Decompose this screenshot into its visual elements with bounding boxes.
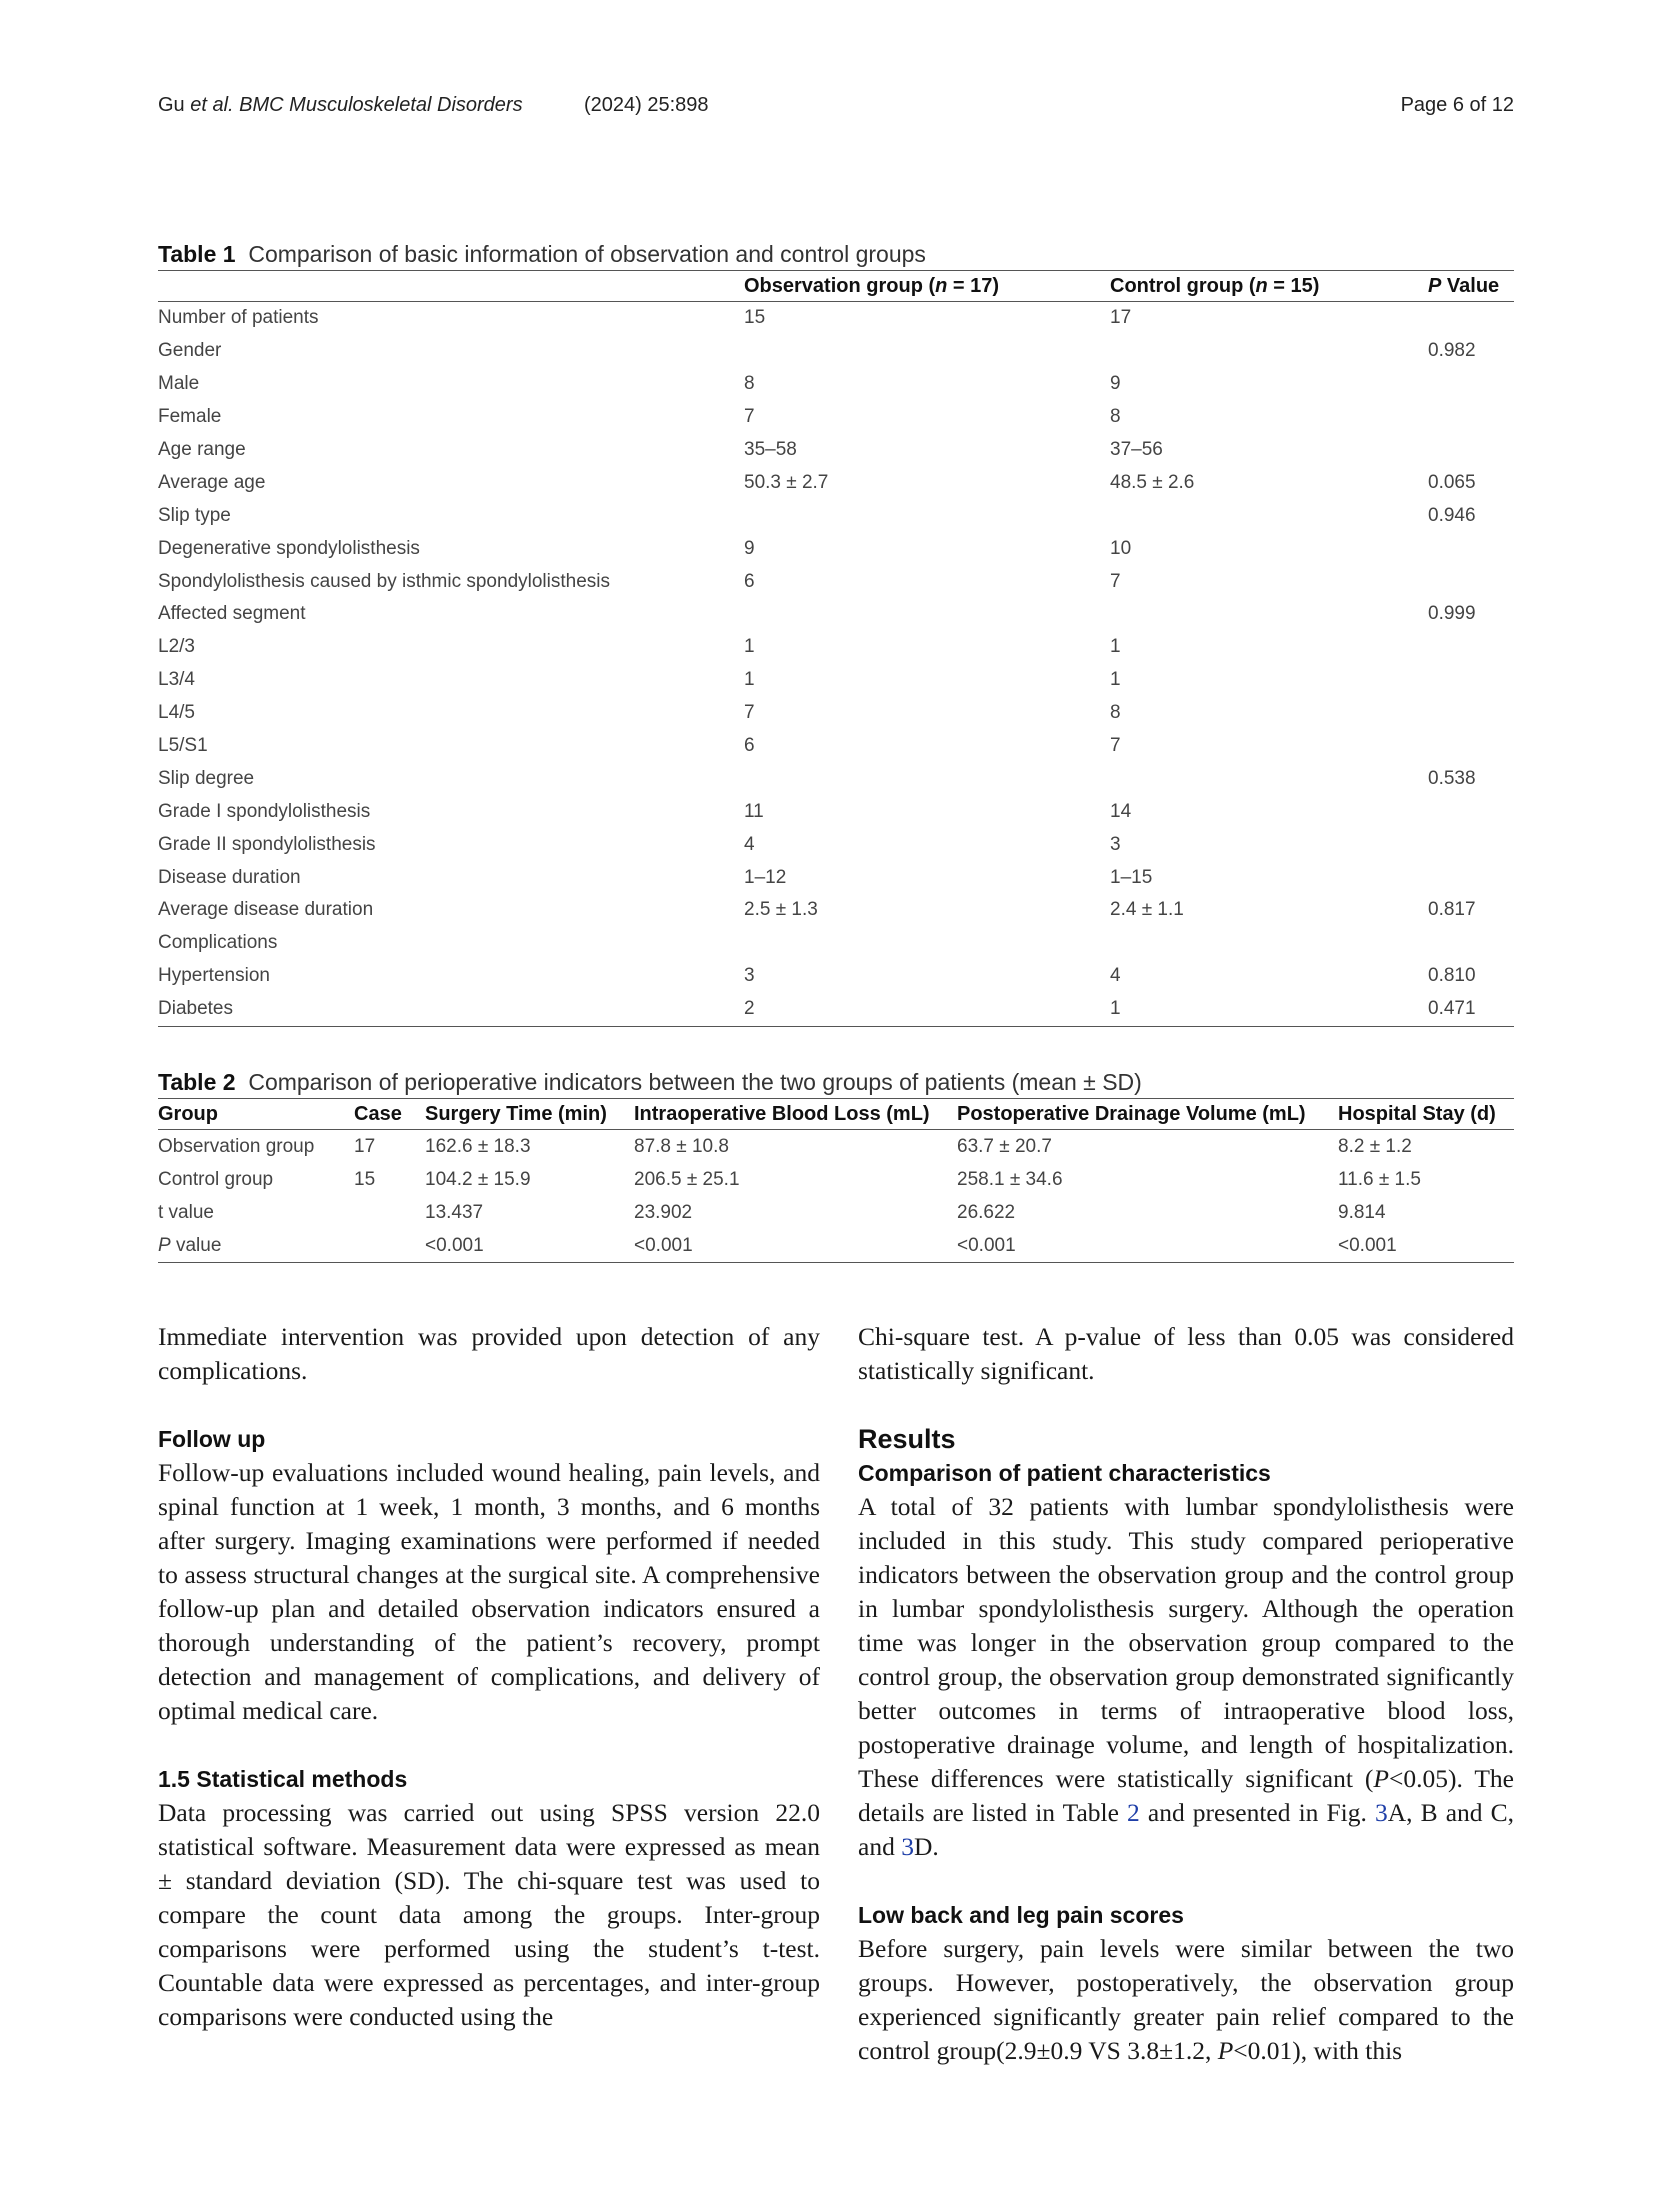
heading-follow-up: Follow up bbox=[158, 1426, 266, 1452]
table-1-cell: Gender bbox=[158, 340, 222, 362]
table-1-cell bbox=[744, 499, 1110, 532]
table-1-cell bbox=[1428, 730, 1514, 763]
table-row bbox=[158, 1196, 1514, 1229]
table-1-cell: 9 bbox=[744, 537, 755, 559]
table-1-cell: 1 bbox=[744, 636, 755, 658]
table-1-cell: 0.817 bbox=[1428, 899, 1476, 921]
table-1-cell: 11 bbox=[744, 800, 764, 822]
table-2-cell: <0.001 bbox=[957, 1229, 1338, 1263]
table-row bbox=[158, 434, 1514, 467]
table-2-header-cell: Hospital Stay (d) bbox=[1338, 1099, 1514, 1130]
table-1-cell: 7 bbox=[1110, 735, 1121, 757]
table-1-cell: Diabetes bbox=[158, 993, 744, 1026]
table-row bbox=[158, 697, 1514, 730]
table-2-header-cell: Postoperative Drainage Volume (mL) bbox=[957, 1099, 1338, 1130]
table-row bbox=[158, 927, 1514, 960]
table-1-cell bbox=[1110, 335, 1428, 368]
table-1-cell bbox=[1428, 795, 1514, 828]
paragraph-complications: Immediate intervention was provided upon detection of any complications. bbox=[158, 1322, 820, 1385]
table-row bbox=[158, 861, 1514, 894]
table-row bbox=[158, 664, 1514, 697]
table-row bbox=[158, 993, 1514, 1026]
table-2-cell: 87.8 ± 10.8 bbox=[634, 1135, 729, 1157]
table-1-cell: L4/5 bbox=[158, 702, 195, 724]
table-1-cell: Complications bbox=[158, 932, 278, 954]
table-1-cell: Disease duration bbox=[158, 866, 301, 888]
table-1-cell: Grade I spondylolisthesis bbox=[158, 800, 371, 822]
table-2-cell: <0.001 bbox=[1338, 1229, 1514, 1263]
heading-patient-characteristics: Comparison of patient characteristics bbox=[858, 1460, 1271, 1486]
table-1-cell: 2.5 ± 1.3 bbox=[744, 899, 818, 921]
table-row bbox=[158, 828, 1514, 861]
table-2-cell: 8.2 ± 1.2 bbox=[1338, 1135, 1412, 1157]
table-1-cell: Male bbox=[158, 373, 200, 395]
table-1-cell: 9 bbox=[1110, 373, 1121, 395]
table-1-header-cell: Observation group (n = 17) bbox=[744, 271, 1110, 302]
table-1-cell: Slip degree bbox=[158, 767, 255, 789]
table-row bbox=[158, 368, 1514, 401]
figure-3d-link[interactable]: 3 bbox=[901, 1832, 914, 1861]
paragraph-follow-up: Follow-up evaluations included wound healing, pain levels, and spinal function at 1 week, 1 month, 3 months, and 6 months after surgery. Imaging examinations were performed if needed to assess structural changes at the surgical site. A comprehensive follow-up plan and detailed observation indicators ensured a thorough understanding of the patient’s recovery, prompt detection and management of complications, and delivery of optimal medical care. bbox=[158, 1458, 820, 1725]
table-1-header-cell bbox=[158, 271, 744, 302]
table-2-cell: 104.2 ± 15.9 bbox=[425, 1168, 531, 1190]
table-1-cell bbox=[744, 762, 1110, 795]
table-1-cell: 0.946 bbox=[1428, 504, 1476, 526]
table-row bbox=[158, 1130, 1514, 1164]
table-1-cell: Hypertension bbox=[158, 965, 270, 987]
table-1-cell: Average disease duration bbox=[158, 899, 374, 921]
table-row bbox=[158, 598, 1514, 631]
page-header bbox=[158, 94, 1514, 122]
table-1-cell bbox=[1428, 401, 1514, 434]
table-1-cell bbox=[744, 598, 1110, 631]
table-2-header-cell: Intraoperative Blood Loss (mL) bbox=[634, 1099, 957, 1130]
table-1-cell: Female bbox=[158, 406, 222, 428]
table-2-link[interactable]: 2 bbox=[1127, 1798, 1140, 1827]
table-1-cell: 14 bbox=[1110, 800, 1132, 822]
heading-results: Results bbox=[858, 1424, 956, 1454]
table-1-header-cell: Control group (n = 15) bbox=[1110, 271, 1428, 302]
table-2-cell: Observation group bbox=[158, 1135, 315, 1157]
table-1-cell: 35–58 bbox=[744, 439, 797, 460]
table-1-header-cell: P Value bbox=[1428, 271, 1514, 302]
table-1-cell: Age range bbox=[158, 439, 246, 460]
table-2-cell: t value bbox=[158, 1201, 214, 1223]
table-row bbox=[158, 401, 1514, 434]
table-2-cell bbox=[354, 1229, 425, 1263]
table-row bbox=[158, 1229, 1514, 1263]
table-1-cell: 37–56 bbox=[1110, 439, 1163, 460]
table-1-cell: 7 bbox=[1110, 570, 1121, 592]
table-1-cell: Number of patients bbox=[158, 307, 319, 329]
table-2-cell: 23.902 bbox=[634, 1201, 693, 1223]
table-1-cell bbox=[744, 335, 1110, 368]
table-1-cell: 0.538 bbox=[1428, 767, 1476, 789]
table-row bbox=[158, 302, 1514, 335]
table-1-cell: 1 bbox=[1110, 993, 1428, 1026]
table-1-cell bbox=[1428, 861, 1514, 894]
table-1-cell bbox=[1428, 532, 1514, 565]
table-1-cell: 6 bbox=[744, 570, 755, 592]
table-2-cell: 9.814 bbox=[1338, 1201, 1386, 1223]
table-row bbox=[158, 894, 1514, 927]
table-1-cell: 0.999 bbox=[1428, 603, 1476, 625]
table-2-cell: 13.437 bbox=[425, 1201, 484, 1223]
table-2-cell: P value bbox=[158, 1229, 354, 1263]
right-text-column bbox=[858, 1320, 1514, 2068]
table-1-cell: Affected segment bbox=[158, 603, 306, 625]
table-2-cell: 11.6 ± 1.5 bbox=[1338, 1168, 1421, 1190]
table-1-cell: 8 bbox=[744, 373, 755, 395]
table-2-cell: 15 bbox=[354, 1168, 376, 1190]
table-1-cell: 3 bbox=[1110, 833, 1121, 855]
table-row bbox=[158, 762, 1514, 795]
table-1-cell bbox=[1428, 927, 1514, 960]
table-2-cell: <0.001 bbox=[425, 1229, 634, 1263]
table-1-cell bbox=[1428, 828, 1514, 861]
table-2-grid bbox=[158, 1098, 1514, 1263]
table-row bbox=[158, 730, 1514, 763]
year-volume: (2024) 25:898 bbox=[584, 94, 709, 116]
table-1-cell bbox=[1110, 762, 1428, 795]
table-2-cell: 258.1 ± 34.6 bbox=[957, 1168, 1063, 1190]
table-1-cell: 50.3 ± 2.7 bbox=[744, 471, 829, 493]
table-1-cell: 10 bbox=[1110, 537, 1132, 559]
table-1-cell: 1 bbox=[1110, 669, 1121, 691]
table-1-cell: 4 bbox=[1110, 965, 1121, 987]
paragraph-chi-square: Chi-square test. A p-value of less than 0.05 was considered statistically significant. bbox=[858, 1322, 1514, 1385]
table-2 bbox=[158, 1068, 1514, 1263]
table-1-cell bbox=[1428, 368, 1514, 401]
table-1-cell bbox=[1428, 697, 1514, 730]
table-row bbox=[158, 960, 1514, 993]
table-1-cell: 4 bbox=[744, 833, 755, 855]
paragraph-statistical-methods: Data processing was carried out using SPSS version 22.0 statistical software. Measurement data were expressed as mean ± standard deviation (SD). The chi-square test was used to compare the count data among the groups. Inter-group comparisons were performed using the student’s t-test. Countable data were expressed as percentages, and inter-group comparisons were conducted using the bbox=[158, 1798, 820, 2031]
table-row bbox=[158, 631, 1514, 664]
table-1-cell bbox=[1428, 302, 1514, 335]
table-1-cell: 0.065 bbox=[1428, 471, 1476, 493]
table-1-cell: Spondylolisthesis caused by isthmic spondylolisthesis bbox=[158, 570, 611, 592]
table-1-cell: 7 bbox=[744, 406, 755, 428]
table-1-cell bbox=[1428, 631, 1514, 664]
table-2-cell: Control group bbox=[158, 1168, 274, 1190]
table-1-caption: Table 1 Comparison of basic information of observation and control groups bbox=[158, 241, 926, 267]
table-row bbox=[158, 499, 1514, 532]
table-row bbox=[158, 795, 1514, 828]
table-2-cell bbox=[354, 1196, 425, 1229]
table-1-cell bbox=[1110, 499, 1428, 532]
heading-statistical-methods: 1.5 Statistical methods bbox=[158, 1766, 408, 1792]
table-row bbox=[158, 466, 1514, 499]
table-1-cell: 48.5 ± 2.6 bbox=[1110, 471, 1195, 493]
table-1-cell: 17 bbox=[1110, 307, 1132, 329]
left-text-column bbox=[158, 1320, 820, 2034]
table-1-cell: Grade II spondylolisthesis bbox=[158, 833, 376, 855]
table-1 bbox=[158, 240, 1514, 1027]
table-1-cell: 8 bbox=[1110, 406, 1121, 428]
table-2-cell: 162.6 ± 18.3 bbox=[425, 1135, 531, 1157]
table-1-cell: 1–15 bbox=[1110, 866, 1153, 888]
table-1-cell: Average age bbox=[158, 471, 266, 493]
table-1-cell: L5/S1 bbox=[158, 735, 208, 757]
table-1-cell: 3 bbox=[744, 965, 755, 987]
table-1-cell: 2 bbox=[744, 993, 1110, 1026]
table-1-cell bbox=[1110, 598, 1428, 631]
table-2-cell: 63.7 ± 20.7 bbox=[957, 1135, 1052, 1157]
table-1-cell bbox=[1110, 927, 1428, 960]
table-2-cell: 17 bbox=[354, 1135, 376, 1157]
table-1-cell: L2/3 bbox=[158, 636, 195, 658]
paragraph-patient-characteristics: A total of 32 patients with lumbar spondylolisthesis were included in this study. This study compared perioperative indicators between the observation group and the control group in lumbar spondylolisthesis surgery. Although the operation time was longer in the observation group compared to the control group, the observation group demonstrated significantly better outcomes in terms of intraoperative blood loss, postoperative drainage volume, and length of hospitalization. These differences were statistically significant (P<0.05). The details are listed in Table 2 and presented in Fig. 3A, B and C, and 3D. bbox=[858, 1492, 1515, 1861]
table-1-cell bbox=[1428, 664, 1514, 697]
table-2-header-cell: Surgery Time (min) bbox=[425, 1099, 634, 1130]
heading-pain-scores: Low back and leg pain scores bbox=[858, 1902, 1184, 1928]
table-1-cell: 0.982 bbox=[1428, 340, 1476, 362]
table-1-cell bbox=[744, 927, 1110, 960]
table-2-cell: <0.001 bbox=[634, 1229, 957, 1263]
table-1-cell: 0.471 bbox=[1428, 993, 1514, 1026]
table-1-cell: 1–12 bbox=[744, 866, 787, 888]
table-row bbox=[158, 565, 1514, 598]
journal-citation: Gu et al. BMC Musculoskeletal Disorders bbox=[158, 94, 523, 116]
table-1-cell: Degenerative spondylolisthesis bbox=[158, 537, 420, 559]
table-1-cell: 6 bbox=[744, 735, 755, 757]
table-2-cell: 206.5 ± 25.1 bbox=[634, 1168, 740, 1190]
table-row bbox=[158, 532, 1514, 565]
figure-3a-link[interactable]: 3 bbox=[1374, 1798, 1388, 1827]
table-1-grid bbox=[158, 270, 1514, 1027]
table-1-cell: 1 bbox=[744, 669, 755, 691]
table-2-cell: 26.622 bbox=[957, 1201, 1016, 1223]
table-1-cell bbox=[1428, 565, 1514, 598]
table-1-cell: Slip type bbox=[158, 504, 231, 526]
table-1-cell: 8 bbox=[1110, 702, 1121, 724]
table-2-caption: Table 2 Comparison of perioperative indicators between the two groups of patients (mean ± SD) bbox=[158, 1069, 1142, 1095]
table-row bbox=[158, 335, 1514, 368]
table-1-cell: 2.4 ± 1.1 bbox=[1110, 899, 1184, 921]
table-1-cell: L3/4 bbox=[158, 669, 195, 691]
table-1-cell: 1 bbox=[1110, 636, 1121, 658]
table-2-header-cell: Group bbox=[158, 1099, 354, 1130]
table-1-cell bbox=[1428, 434, 1514, 467]
table-1-cell: 15 bbox=[744, 307, 766, 329]
table-2-header-cell: Case bbox=[354, 1099, 425, 1130]
page-number: Page 6 of 12 bbox=[1400, 94, 1514, 116]
table-1-cell: 7 bbox=[744, 702, 755, 724]
table-row bbox=[158, 1163, 1514, 1196]
paragraph-pain-scores: Before surgery, pain levels were similar between the two groups. However, postoperatively, the observation group experienced significantly greater pain relief compared to the control group(2.9±0.9 VS 3.8±1.2, P<0.01), with this bbox=[858, 1934, 1514, 2065]
table-1-cell: 0.810 bbox=[1428, 965, 1476, 987]
